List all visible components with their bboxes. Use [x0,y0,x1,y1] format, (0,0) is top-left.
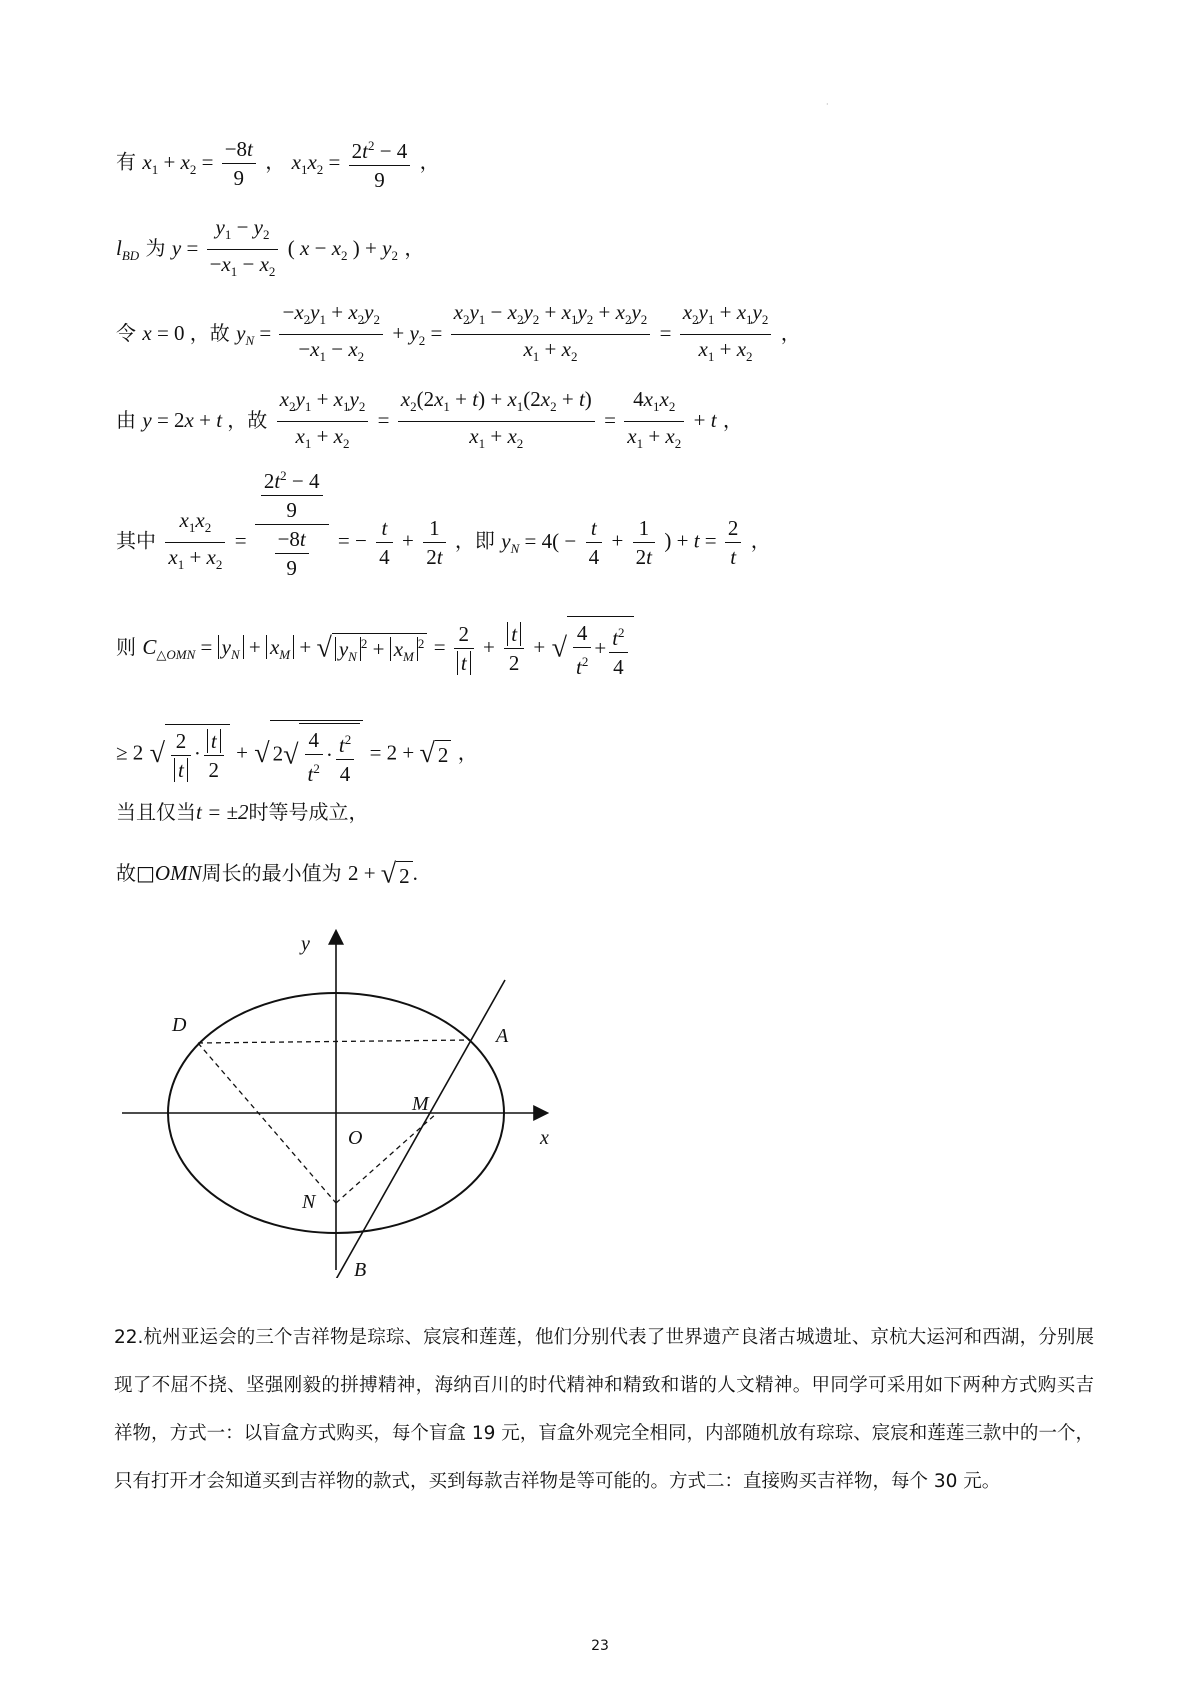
label-y: y [301,933,310,955]
equation-line-9: 故□OMN周长的最小值为 2 + √ 2 . [116,858,418,890]
problem-text: 杭州亚运会的三个吉祥物是琮琮、宸宸和莲莲，他们分别代表了世界遗产良渚古城遗址、京杭大运河和西湖，分别展现了不屈不挠、坚强刚毅的拼搏精神，海纳百川的时代精神和精致和谐的人文精神。甲同学可采用如下两种方式购买吉祥物，方式一：以盲盒方式购买，每个盲盒 19 元，盲盒外观完全相同，内部随机放有琮琮、宸宸和莲莲三款中的一个，只有打开才会知道买到吉祥物的款式，买到每款吉祥物是等可能的。方式二：直接购买吉祥物，每个 30 元。 [114,1327,1094,1492]
label-B: B [354,1259,367,1278]
label-A: A [496,1025,509,1047]
page-number: 23 [591,1638,609,1654]
problem-number: 22. [114,1327,144,1348]
equation-line-4: 由 y = 2x + t ，故 $\frac{x_2y_1 + x_1y_2}{x_1 + x_2}$ = $\frac{x_2(2x_1 + t) + x_1(2x_2 + t)}{x_1 + x_2}$ = $\frac{4x_1x_2}{x_1 + x_2}$ + t ， [116,387,743,451]
equation-line-7: ≥ 2 √ $\frac{2}{t}$ · $\frac{t}{2}$ + √ 2√ $\frac{4}{t^2}$ · $\frac{t^2}{4}$ = 2 + √ 2 ， [116,720,478,788]
equation-line-8: 当且仅当t = ±2时等号成立， [116,800,369,824]
equation-line-6: 则 $C_{\triangle OMN} = y_N + x_M$ + √ $y_N^2 + x_M^2$ = $\frac{2}{t}$ + $\frac{t}{2}$ + √ $\frac{4}{t^2}$ + $\frac{t^2}{4}$ [116,616,634,681]
equation-line-5: 其中 $\frac{x_1x_2}{x_1 + x_2}$ = $\frac{\frac{2t^2 - 4}{9}}{\frac{-8t}{9}}$ = − $\frac{t}{4}$ + $\frac{1}{2t}$ ，即 $y_N = 4$( − $\frac{t}{4}$ + $\frac{1}{2t}$ ) + t = $\frac{2}{t}$ ， [116,502,771,582]
equation-line-2: $l_{BD}$ 为 y = $\frac{y_1 - y_2}{-x_1 - x_2}$ ( $x - x_2$ ) + $y_2$ ， [116,215,425,279]
equation-line-3: 令 x = 0 ，故 $y_N$ = $\frac{-x_2y_1 + x_2y_2}{-x_1 - x_2}$ + $y_2$ = $\frac{x_2y_1 - x_2y_2 + x_1y_2 + x_2y_2}{x_1 + x_2}$ = $\frac{x_2y_1 + x_1y_2}{x_1 + x_2}$ ， [116,300,801,364]
segment-DA [198,1040,470,1043]
ellipse-figure [108,918,568,1278]
problem-22 [114,1314,1094,1506]
segment-DN [198,1043,336,1203]
label-O: O [348,1127,363,1149]
label-x: x [540,1127,549,1149]
label-N: N [302,1191,316,1213]
label-M: M [412,1093,429,1115]
equation-line-1: 有 $x_1 + x_2$ = $\frac{-8t}{9}$ ， $x_1x_2$ = $\frac{2t^2 - 4}{9}$ ， [116,132,440,194]
stray-dot: · [826,100,829,109]
label-D: D [172,1014,187,1036]
